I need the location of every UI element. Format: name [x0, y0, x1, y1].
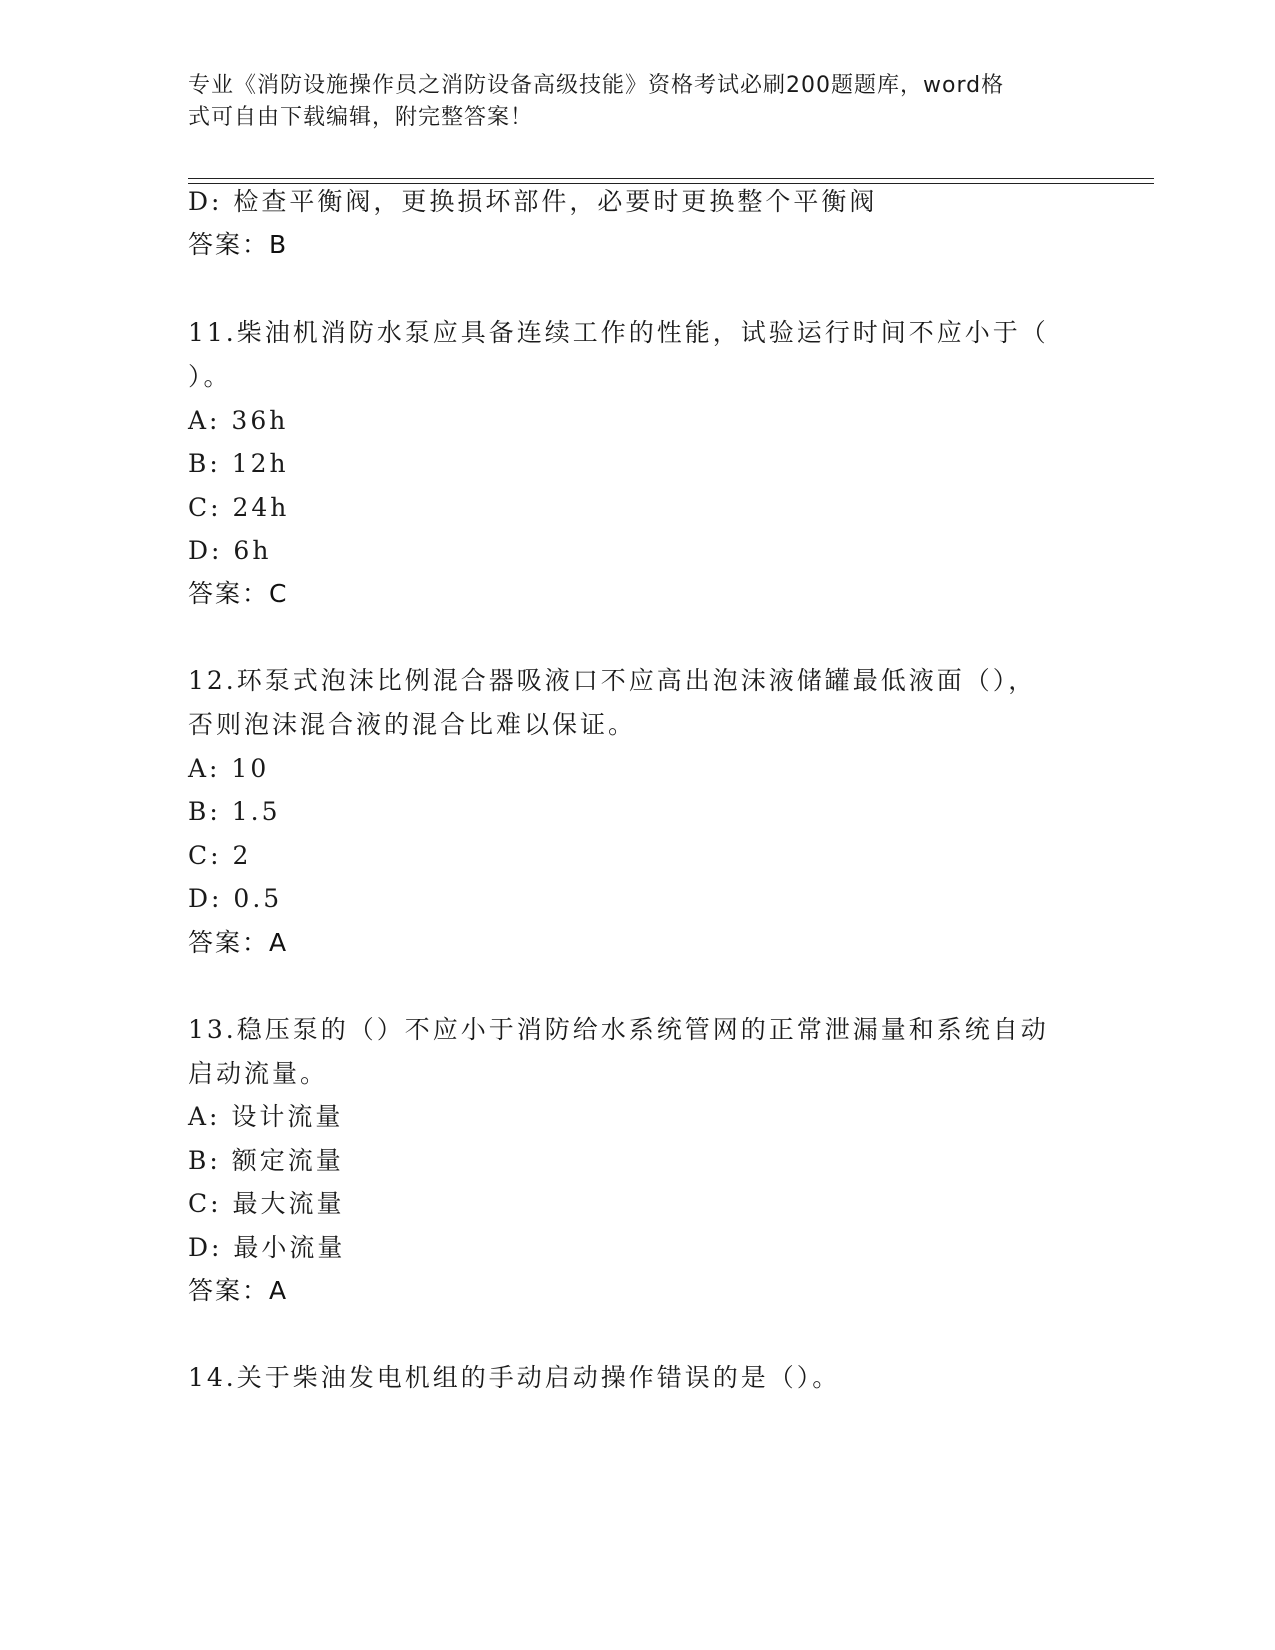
question-13-stem-line-1: 13.稳压泵的（）不应小于消防给水系统管网的正常泄漏量和系统自动 — [188, 1015, 1049, 1044]
question-11-option-a: A: 36h — [188, 406, 289, 435]
question-12-option-b: B: 1.5 — [188, 797, 281, 826]
question-12-option-a: A: 10 — [188, 754, 270, 783]
header-line-2: 式可自由下载编辑，附完整答案！ — [188, 105, 534, 130]
header-line-1: 专业《消防设施操作员之消防设备高级技能》资格考试必刷200题题库，word格 — [188, 73, 1005, 98]
question-13-answer: 答案：A — [188, 1276, 289, 1305]
question-11-option-d: D: 6h — [188, 536, 272, 565]
question-11-stem-line-1: 11.柴油机消防水泵应具备连续工作的性能，试验运行时间不应小于（ — [188, 318, 1049, 347]
question-13-option-a: A: 设计流量 — [188, 1102, 344, 1131]
question-13-option-b: B: 额定流量 — [188, 1146, 344, 1175]
prev-option-d: D: 检查平衡阀，更换损坏部件，必要时更换整个平衡阀 — [188, 187, 878, 216]
question-13-option-d: D: 最小流量 — [188, 1233, 346, 1262]
question-11-answer: 答案：C — [188, 579, 289, 608]
question-11-stem-line-2: ）。 — [188, 362, 232, 391]
question-12-stem-line-1: 12.环泵式泡沫比例混合器吸液口不应高出泡沫液储罐最低液面（）， — [188, 666, 1037, 695]
document-header — [188, 70, 1068, 134]
question-13-stem-line-2: 启动流量。 — [188, 1059, 329, 1088]
header-divider-bottom — [188, 183, 1154, 184]
question-13-option-c: C: 最大流量 — [188, 1189, 345, 1218]
question-14-stem-line-1: 14.关于柴油发电机组的手动启动操作错误的是（）。 — [188, 1363, 841, 1392]
question-12-option-d: D: 0.5 — [188, 884, 283, 913]
question-12-option-c: C: 2 — [188, 841, 252, 870]
header-divider-top — [188, 178, 1154, 179]
question-11-option-b: B: 12h — [188, 449, 289, 478]
question-12-answer: 答案：A — [188, 928, 289, 957]
question-11-option-c: C: 24h — [188, 493, 290, 522]
prev-answer: 答案：B — [188, 230, 289, 259]
question-12-stem-line-2: 否则泡沫混合液的混合比难以保证。 — [188, 710, 637, 739]
